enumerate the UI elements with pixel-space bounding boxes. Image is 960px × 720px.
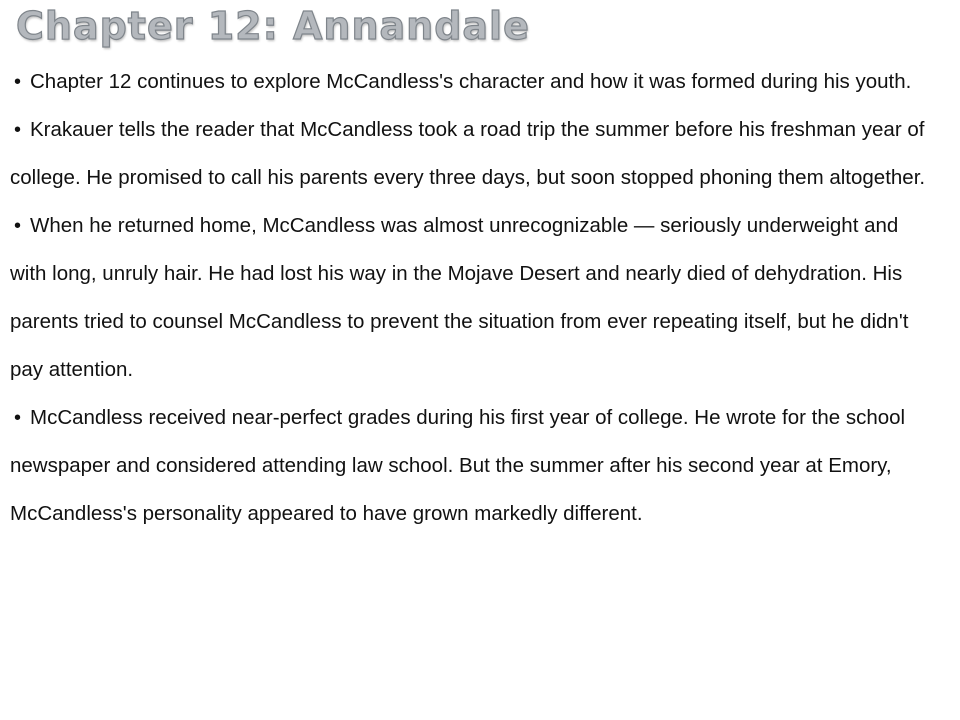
bullet-item xyxy=(10,394,940,538)
bullet-dot-icon: • xyxy=(14,71,22,93)
slide-title: Chapter 12: Annandale xyxy=(16,4,530,48)
bullet-item xyxy=(10,58,940,106)
bullet-text: McCandless received near-perfect grades during his first year of college. He wrote for the school newspaper and considered attending law school. But the summer after his second year at Emory, McCandless's personality appeared to have grown markedly different. xyxy=(10,406,906,525)
bullet-item xyxy=(10,106,940,202)
bullet-item xyxy=(10,202,940,394)
bullet-list xyxy=(10,58,940,538)
bullet-dot-icon: • xyxy=(14,215,22,237)
bullet-dot-icon: • xyxy=(14,119,22,141)
bullet-text: When he returned home, McCandless was almost unrecognizable — seriously underweight and with long, unruly hair. He had lost his way in the Mojave Desert and nearly died of dehydration. His parents tried to counsel McCandless to prevent the situation from ever repeating itself, but he didn't pay attention. xyxy=(10,214,909,381)
bullet-text: Krakauer tells the reader that McCandless took a road trip the summer before his freshman year of college. He promised to call his parents every three days, but soon stopped phoning them altogether. xyxy=(10,118,926,189)
bullet-dot-icon: • xyxy=(14,407,22,429)
bullet-text: Chapter 12 continues to explore McCandless's character and how it was formed during his youth. xyxy=(30,70,912,93)
